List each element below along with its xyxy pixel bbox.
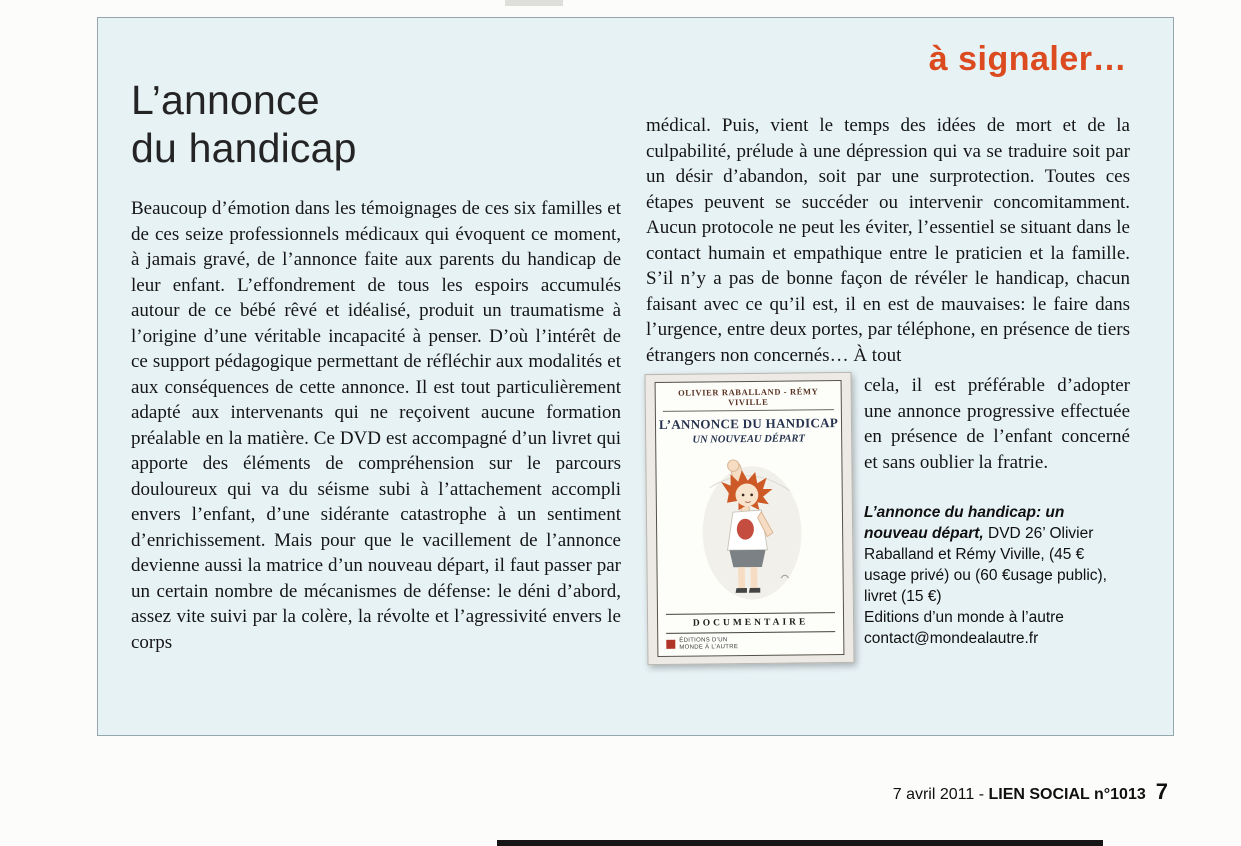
dvd-subtitle: UN NOUVEAU DÉPART bbox=[692, 433, 805, 446]
scan-artifact-top bbox=[505, 0, 563, 6]
dvd-genre-label: DOCUMENTAIRE bbox=[666, 612, 835, 634]
caption-publisher: Editions d’un monde à l’autre bbox=[864, 609, 1064, 626]
caption-main bbox=[864, 502, 1130, 607]
article-column-left bbox=[131, 196, 621, 655]
dvd-authors: OLIVIER RABALLAND - RÉMY VIVILLE bbox=[677, 386, 819, 408]
dvd-title: L’ANNONCE DU HANDICAP bbox=[658, 415, 839, 432]
caption-details: DVD 26’ Olivier Raballand et Rémy Viville, (45 € usage privé) ou (60 €usage public), livret (15 €) bbox=[864, 525, 1107, 605]
dvd-cover bbox=[644, 372, 854, 665]
footer-page-number: 7 bbox=[1155, 779, 1168, 804]
article-paragraph-right: médical. Puis, vient le temps des idées de mort et de la culpabilité, prélude à une dépression qui va se traduire soit par un désir d’abandon, soit par une surprotection. Toutes ces étapes peuvent se succéder ou intervenir concomitamment. Aucun protocole ne peut les éviter, l’essentiel se situant dans le contact humain et empathique entre le praticien et la famille. S’il n’y a pas de bonne façon de révéler le handicap, chacun faisant avec ce qu’il est, il en est de mauvaises: le faire dans l’urgence, entre deux portes, par téléphone, en présence de tiers étrangers non concernés… À tout bbox=[646, 115, 1130, 366]
article-paragraph-continued: cela, il est préférable d’adopter une annonce progressive effectuée en présence de l’enfant concerné et sans oublier la fratrie. bbox=[864, 375, 1130, 473]
article-paragraph-left: Beaucoup d’émotion dans les témoignages de ces six familles et de ces seize professionnels médicaux qui évoquent ce moment, à jamais gravé, de l’annonce faite aux parents du handicap de leur enfant. L’effondrement de tous les espoirs accumulés autour de ce bébé rêvé et idéalisé, produit un traumatisme à l’origine d’une véritable incapacité à penser. D’où l’intérêt de ce support pédagogique permettant de réfléchir aux modalités et aux conséquences de cette annonce. Il est tout particulièrement adapté aux intervenants qui ne reçoivent aucune formation préalable en la matière. Ce DVD est accompagné d’un livret qui apporte des éléments de compréhension sur le parcours douloureux qui va du séisme subi à l’attachement accompli envers l’enfant, d’une sidérante catastrophe à un sentiment d’enrichissement. Mais pour que le vacillement de l’annonce devienne aussi la matrice d’un nouveau départ, il faut passer par un certain nombre de mécanismes de défense: le déni d’abord, assez vite suivi par la colère, la révolte et l’agressivité envers le corps bbox=[131, 198, 621, 653]
scan-artifact-bottom bbox=[497, 840, 1103, 846]
dvd-cover-illustration bbox=[656, 447, 843, 614]
article-title-line2: du handicap bbox=[131, 125, 357, 171]
publisher-logo-icon bbox=[666, 640, 675, 649]
dvd-publisher-logo bbox=[658, 632, 843, 656]
footer-date: 7 avril 2011 - bbox=[892, 786, 989, 803]
article-title bbox=[131, 76, 357, 172]
dvd-cover-inner bbox=[655, 380, 845, 657]
dvd-caption bbox=[864, 502, 1130, 649]
dvd-publisher-name: ÉDITIONS D’UN MONDE À L’AUTRE bbox=[679, 637, 739, 651]
caption-title: L’annonce du handicap: un nouveau départ, bbox=[864, 504, 1065, 542]
article-panel bbox=[97, 17, 1174, 736]
page-footer bbox=[893, 779, 1168, 805]
wrapped-text bbox=[864, 373, 1130, 649]
caption-contact: contact@mondealautre.fr bbox=[864, 630, 1039, 647]
article-column-right bbox=[646, 113, 1130, 664]
footer-magazine: LIEN SOCIAL n°1013 bbox=[988, 786, 1146, 803]
section-flag: à signaler… bbox=[928, 40, 1127, 78]
media-text-row bbox=[646, 373, 1130, 664]
article-title-line1: L’annonce bbox=[131, 77, 320, 123]
